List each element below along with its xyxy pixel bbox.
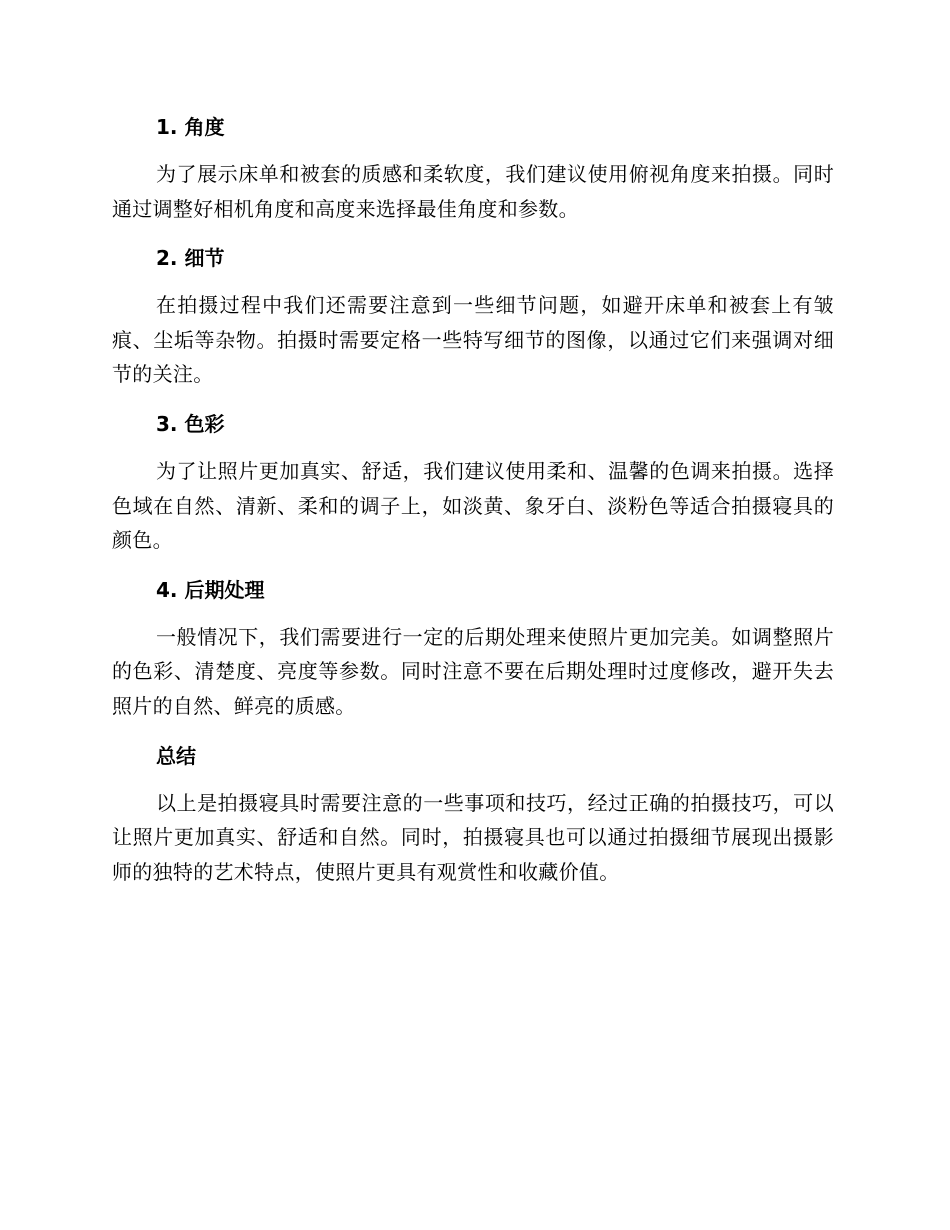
document-content: [112, 110, 834, 904]
section-heading-angle: 1. 角度: [156, 115, 225, 139]
section-heading-color: 3. 色彩: [156, 411, 225, 436]
section-body-post-processing: 一般情况下，我们需要进行一定的后期处理来使照片更加完美。如调整照片的色彩、清楚度、亮度等参数。同时注意不要在后期处理时过度修改，避开失去照片的自然、鲜亮的质感。: [112, 624, 834, 718]
section-heading-post-processing: 4. 后期处理: [156, 577, 265, 602]
section-body-summary: 以上是拍摄寝具时需要注意的一些事项和技巧，经过正确的拍摄技巧，可以让照片更加真实、舒适和自然。同时，拍摄寝具也可以通过拍摄细节展现出摄影师的独特的艺术特点，使照片更具有观赏性和收藏价值。: [112, 790, 834, 884]
section-body-detail: 在拍摄过程中我们还需要注意到一些细节问题，如避开床单和被套上有皱痕、尘垢等杂物。拍摄时需要定格一些特写细节的图像，以通过它们来强调对细节的关注。: [112, 293, 834, 387]
section-heading-detail: 2. 细节: [156, 246, 225, 271]
section-body-color: 为了让照片更加真实、舒适，我们建议使用柔和、温馨的色调来拍摄。选择色域在自然、清新、柔和的调子上，如淡黄、象牙白、淡粉色等适合拍摄寝具的颜色。: [112, 458, 834, 553]
section-body-angle: 为了展示床单和被套的质感和柔软度，我们建议使用俯视角度来拍摄。同时通过调整好相机角度和高度来选择最佳角度和参数。: [112, 162, 834, 221]
section-heading-summary: 总结: [156, 743, 196, 768]
